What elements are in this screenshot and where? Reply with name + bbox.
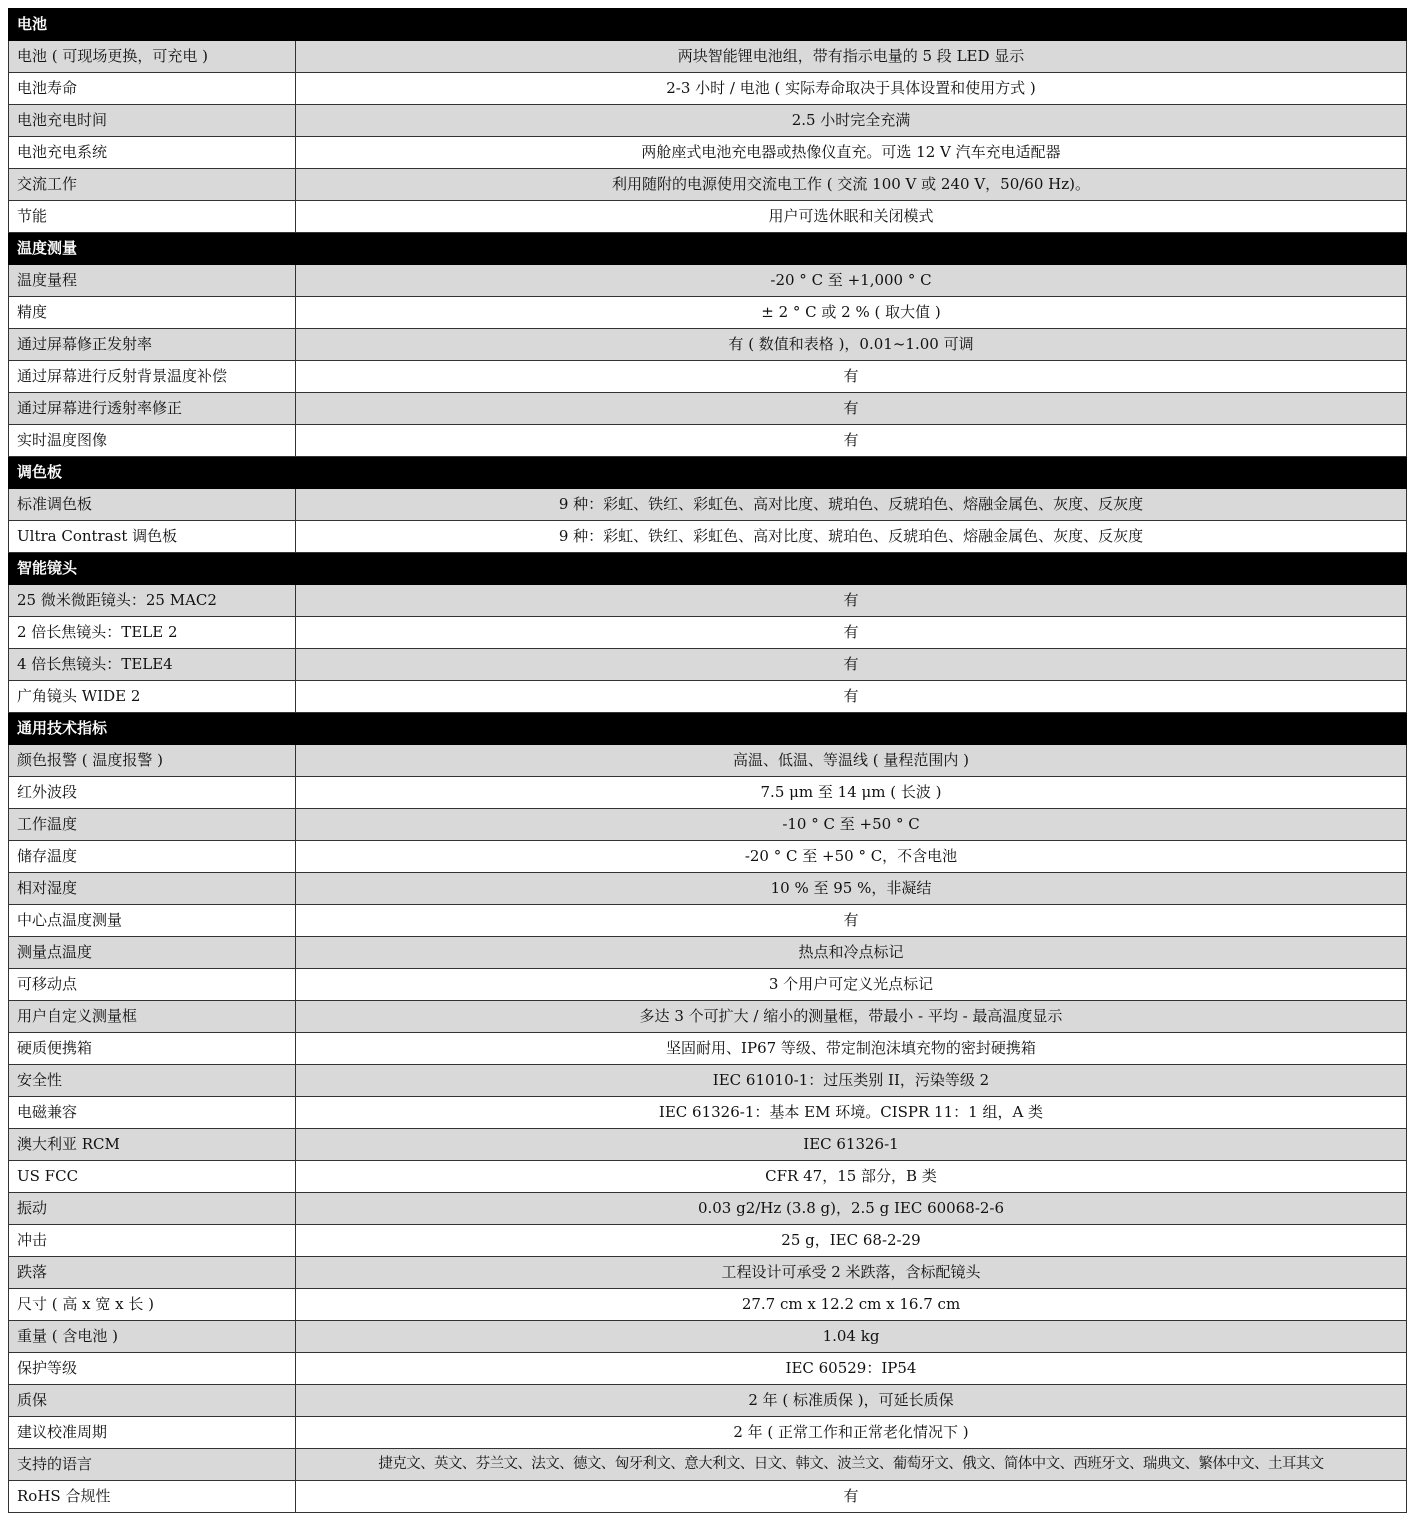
spec-row <box>9 1353 1407 1385</box>
spec-value: 有 <box>296 905 1407 937</box>
spec-value: IEC 61326-1：基本 EM 环境。CISPR 11：1 组，A 类 <box>296 1097 1407 1129</box>
section-header <box>9 457 1407 489</box>
section-header <box>9 9 1407 41</box>
spec-value: 利用随附的电源使用交流电工作 ( 交流 100 V 或 240 V，50/60 Hz)。 <box>296 169 1407 201</box>
spec-label: 质保 <box>9 1385 296 1417</box>
spec-value: IEC 61326-1 <box>296 1129 1407 1161</box>
spec-row <box>9 361 1407 393</box>
spec-label: 电池 ( 可现场更换，可充电 ) <box>9 41 296 73</box>
spec-label: 电池充电时间 <box>9 105 296 137</box>
spec-label: 尺寸 ( 高 x 宽 x 长 ) <box>9 1289 296 1321</box>
spec-row <box>9 905 1407 937</box>
spec-value: 9 种：彩虹、铁红、彩虹色、高对比度、琥珀色、反琥珀色、熔融金属色、灰度、反灰度 <box>296 489 1407 521</box>
spec-label: 中心点温度测量 <box>9 905 296 937</box>
spec-row <box>9 201 1407 233</box>
spec-row <box>9 681 1407 713</box>
spec-value: 热点和冷点标记 <box>296 937 1407 969</box>
spec-row <box>9 73 1407 105</box>
spec-value: -20 ° C 至 +50 ° C，不含电池 <box>296 841 1407 873</box>
spec-label: 25 微米微距镜头：25 MAC2 <box>9 585 296 617</box>
spec-value: IEC 60529：IP54 <box>296 1353 1407 1385</box>
spec-label: 交流工作 <box>9 169 296 201</box>
spec-label: 颜色报警 ( 温度报警 ) <box>9 745 296 777</box>
spec-value: 3 个用户可定义光点标记 <box>296 969 1407 1001</box>
spec-table-body <box>9 9 1407 1513</box>
spec-value: 2 年 ( 正常工作和正常老化情况下 ) <box>296 1417 1407 1449</box>
spec-label: 通过屏幕修正发射率 <box>9 329 296 361</box>
spec-value: 有 <box>296 393 1407 425</box>
section-title: 温度测量 <box>9 233 1407 265</box>
spec-label: 建议校准周期 <box>9 1417 296 1449</box>
spec-row <box>9 745 1407 777</box>
spec-value: 1.04 kg <box>296 1321 1407 1353</box>
spec-value: 27.7 cm x 12.2 cm x 16.7 cm <box>296 1289 1407 1321</box>
section-header <box>9 713 1407 745</box>
spec-row <box>9 1385 1407 1417</box>
spec-label: 温度量程 <box>9 265 296 297</box>
spec-row <box>9 1225 1407 1257</box>
spec-label: 通过屏幕进行反射背景温度补偿 <box>9 361 296 393</box>
spec-row <box>9 1289 1407 1321</box>
spec-label: 冲击 <box>9 1225 296 1257</box>
spec-row <box>9 521 1407 553</box>
spec-row <box>9 137 1407 169</box>
spec-value: 有 <box>296 649 1407 681</box>
spec-value: 两舱座式电池充电器或热像仪直充。可选 12 V 汽车充电适配器 <box>296 137 1407 169</box>
spec-value: 高温、低温、等温线 ( 量程范围内 ) <box>296 745 1407 777</box>
spec-row <box>9 617 1407 649</box>
spec-value: 10 % 至 95 %，非凝结 <box>296 873 1407 905</box>
spec-label: RoHS 合规性 <box>9 1481 296 1513</box>
spec-value: 捷克文、英文、芬兰文、法文、德文、匈牙利文、意大利文、日文、韩文、波兰文、葡萄牙文、俄文、简体中文、西班牙文、瑞典文、繁体中文、土耳其文 <box>296 1449 1407 1481</box>
spec-row <box>9 1161 1407 1193</box>
spec-value: 工程设计可承受 2 米跌落，含标配镜头 <box>296 1257 1407 1289</box>
spec-table <box>8 8 1407 1513</box>
spec-label: 支持的语言 <box>9 1449 296 1481</box>
spec-label: 工作温度 <box>9 809 296 841</box>
spec-value: 9 种：彩虹、铁红、彩虹色、高对比度、琥珀色、反琥珀色、熔融金属色、灰度、反灰度 <box>296 521 1407 553</box>
spec-value: 两块智能锂电池组，带有指示电量的 5 段 LED 显示 <box>296 41 1407 73</box>
spec-label: 储存温度 <box>9 841 296 873</box>
spec-label: 跌落 <box>9 1257 296 1289</box>
spec-value: 用户可选休眠和关闭模式 <box>296 201 1407 233</box>
spec-row <box>9 1481 1407 1513</box>
spec-label: US FCC <box>9 1161 296 1193</box>
spec-row <box>9 41 1407 73</box>
spec-label: 广角镜头 WIDE 2 <box>9 681 296 713</box>
spec-value: 多达 3 个可扩大 / 缩小的测量框，带最小 - 平均 - 最高温度显示 <box>296 1001 1407 1033</box>
spec-row <box>9 1417 1407 1449</box>
spec-value: 25 g，IEC 68-2-29 <box>296 1225 1407 1257</box>
spec-label: 可移动点 <box>9 969 296 1001</box>
spec-row <box>9 1065 1407 1097</box>
spec-row <box>9 1449 1407 1481</box>
spec-value: 有 <box>296 361 1407 393</box>
spec-value: -10 ° C 至 +50 ° C <box>296 809 1407 841</box>
spec-label: 电池寿命 <box>9 73 296 105</box>
spec-row <box>9 265 1407 297</box>
spec-row <box>9 1033 1407 1065</box>
spec-value: -20 ° C 至 +1,000 ° C <box>296 265 1407 297</box>
spec-value: 有 <box>296 1481 1407 1513</box>
spec-label: 电磁兼容 <box>9 1097 296 1129</box>
spec-row <box>9 1129 1407 1161</box>
spec-label: 电池充电系统 <box>9 137 296 169</box>
section-title: 通用技术指标 <box>9 713 1407 745</box>
spec-row <box>9 169 1407 201</box>
spec-label: 澳大利亚 RCM <box>9 1129 296 1161</box>
spec-label: 4 倍长焦镜头：TELE4 <box>9 649 296 681</box>
section-header <box>9 553 1407 585</box>
spec-row <box>9 649 1407 681</box>
spec-value: 坚固耐用、IP67 等级、带定制泡沫填充物的密封硬携箱 <box>296 1033 1407 1065</box>
spec-value: 2 年 ( 标准质保 )，可延长质保 <box>296 1385 1407 1417</box>
spec-label: 通过屏幕进行透射率修正 <box>9 393 296 425</box>
spec-row <box>9 1257 1407 1289</box>
spec-row <box>9 1097 1407 1129</box>
spec-label: 用户自定义测量框 <box>9 1001 296 1033</box>
spec-row <box>9 1193 1407 1225</box>
section-title: 调色板 <box>9 457 1407 489</box>
spec-row <box>9 809 1407 841</box>
spec-label: 硬质便携箱 <box>9 1033 296 1065</box>
spec-value: 2.5 小时完全充满 <box>296 105 1407 137</box>
spec-row <box>9 585 1407 617</box>
spec-label: 重量 ( 含电池 ) <box>9 1321 296 1353</box>
section-title: 电池 <box>9 9 1407 41</box>
spec-value: 有 <box>296 425 1407 457</box>
spec-label: 保护等级 <box>9 1353 296 1385</box>
spec-row <box>9 873 1407 905</box>
spec-row <box>9 105 1407 137</box>
spec-value: 0.03 g2/Hz (3.8 g)，2.5 g IEC 60068-2-6 <box>296 1193 1407 1225</box>
spec-row <box>9 393 1407 425</box>
spec-label: 实时温度图像 <box>9 425 296 457</box>
spec-value: 有 ( 数值和表格 )，0.01~1.00 可调 <box>296 329 1407 361</box>
spec-label: Ultra Contrast 调色板 <box>9 521 296 553</box>
spec-label: 2 倍长焦镜头：TELE 2 <box>9 617 296 649</box>
spec-label: 安全性 <box>9 1065 296 1097</box>
spec-value: 2-3 小时 / 电池 ( 实际寿命取决于具体设置和使用方式 ) <box>296 73 1407 105</box>
spec-row <box>9 777 1407 809</box>
spec-label: 标准调色板 <box>9 489 296 521</box>
spec-label: 节能 <box>9 201 296 233</box>
spec-label: 精度 <box>9 297 296 329</box>
spec-row <box>9 425 1407 457</box>
spec-row <box>9 329 1407 361</box>
spec-row <box>9 937 1407 969</box>
spec-label: 振动 <box>9 1193 296 1225</box>
spec-value: CFR 47，15 部分，B 类 <box>296 1161 1407 1193</box>
spec-row <box>9 969 1407 1001</box>
spec-value: IEC 61010-1：过压类别 II，污染等级 2 <box>296 1065 1407 1097</box>
spec-label: 测量点温度 <box>9 937 296 969</box>
spec-value: 有 <box>296 617 1407 649</box>
section-title: 智能镜头 <box>9 553 1407 585</box>
section-header <box>9 233 1407 265</box>
spec-value: 7.5 μm 至 14 μm ( 长波 ) <box>296 777 1407 809</box>
spec-value: ± 2 ° C 或 2 % ( 取大值 ) <box>296 297 1407 329</box>
spec-label: 红外波段 <box>9 777 296 809</box>
spec-value: 有 <box>296 585 1407 617</box>
spec-row <box>9 841 1407 873</box>
spec-label: 相对湿度 <box>9 873 296 905</box>
spec-row <box>9 1321 1407 1353</box>
spec-row <box>9 489 1407 521</box>
spec-value: 有 <box>296 681 1407 713</box>
spec-row <box>9 1001 1407 1033</box>
spec-row <box>9 297 1407 329</box>
